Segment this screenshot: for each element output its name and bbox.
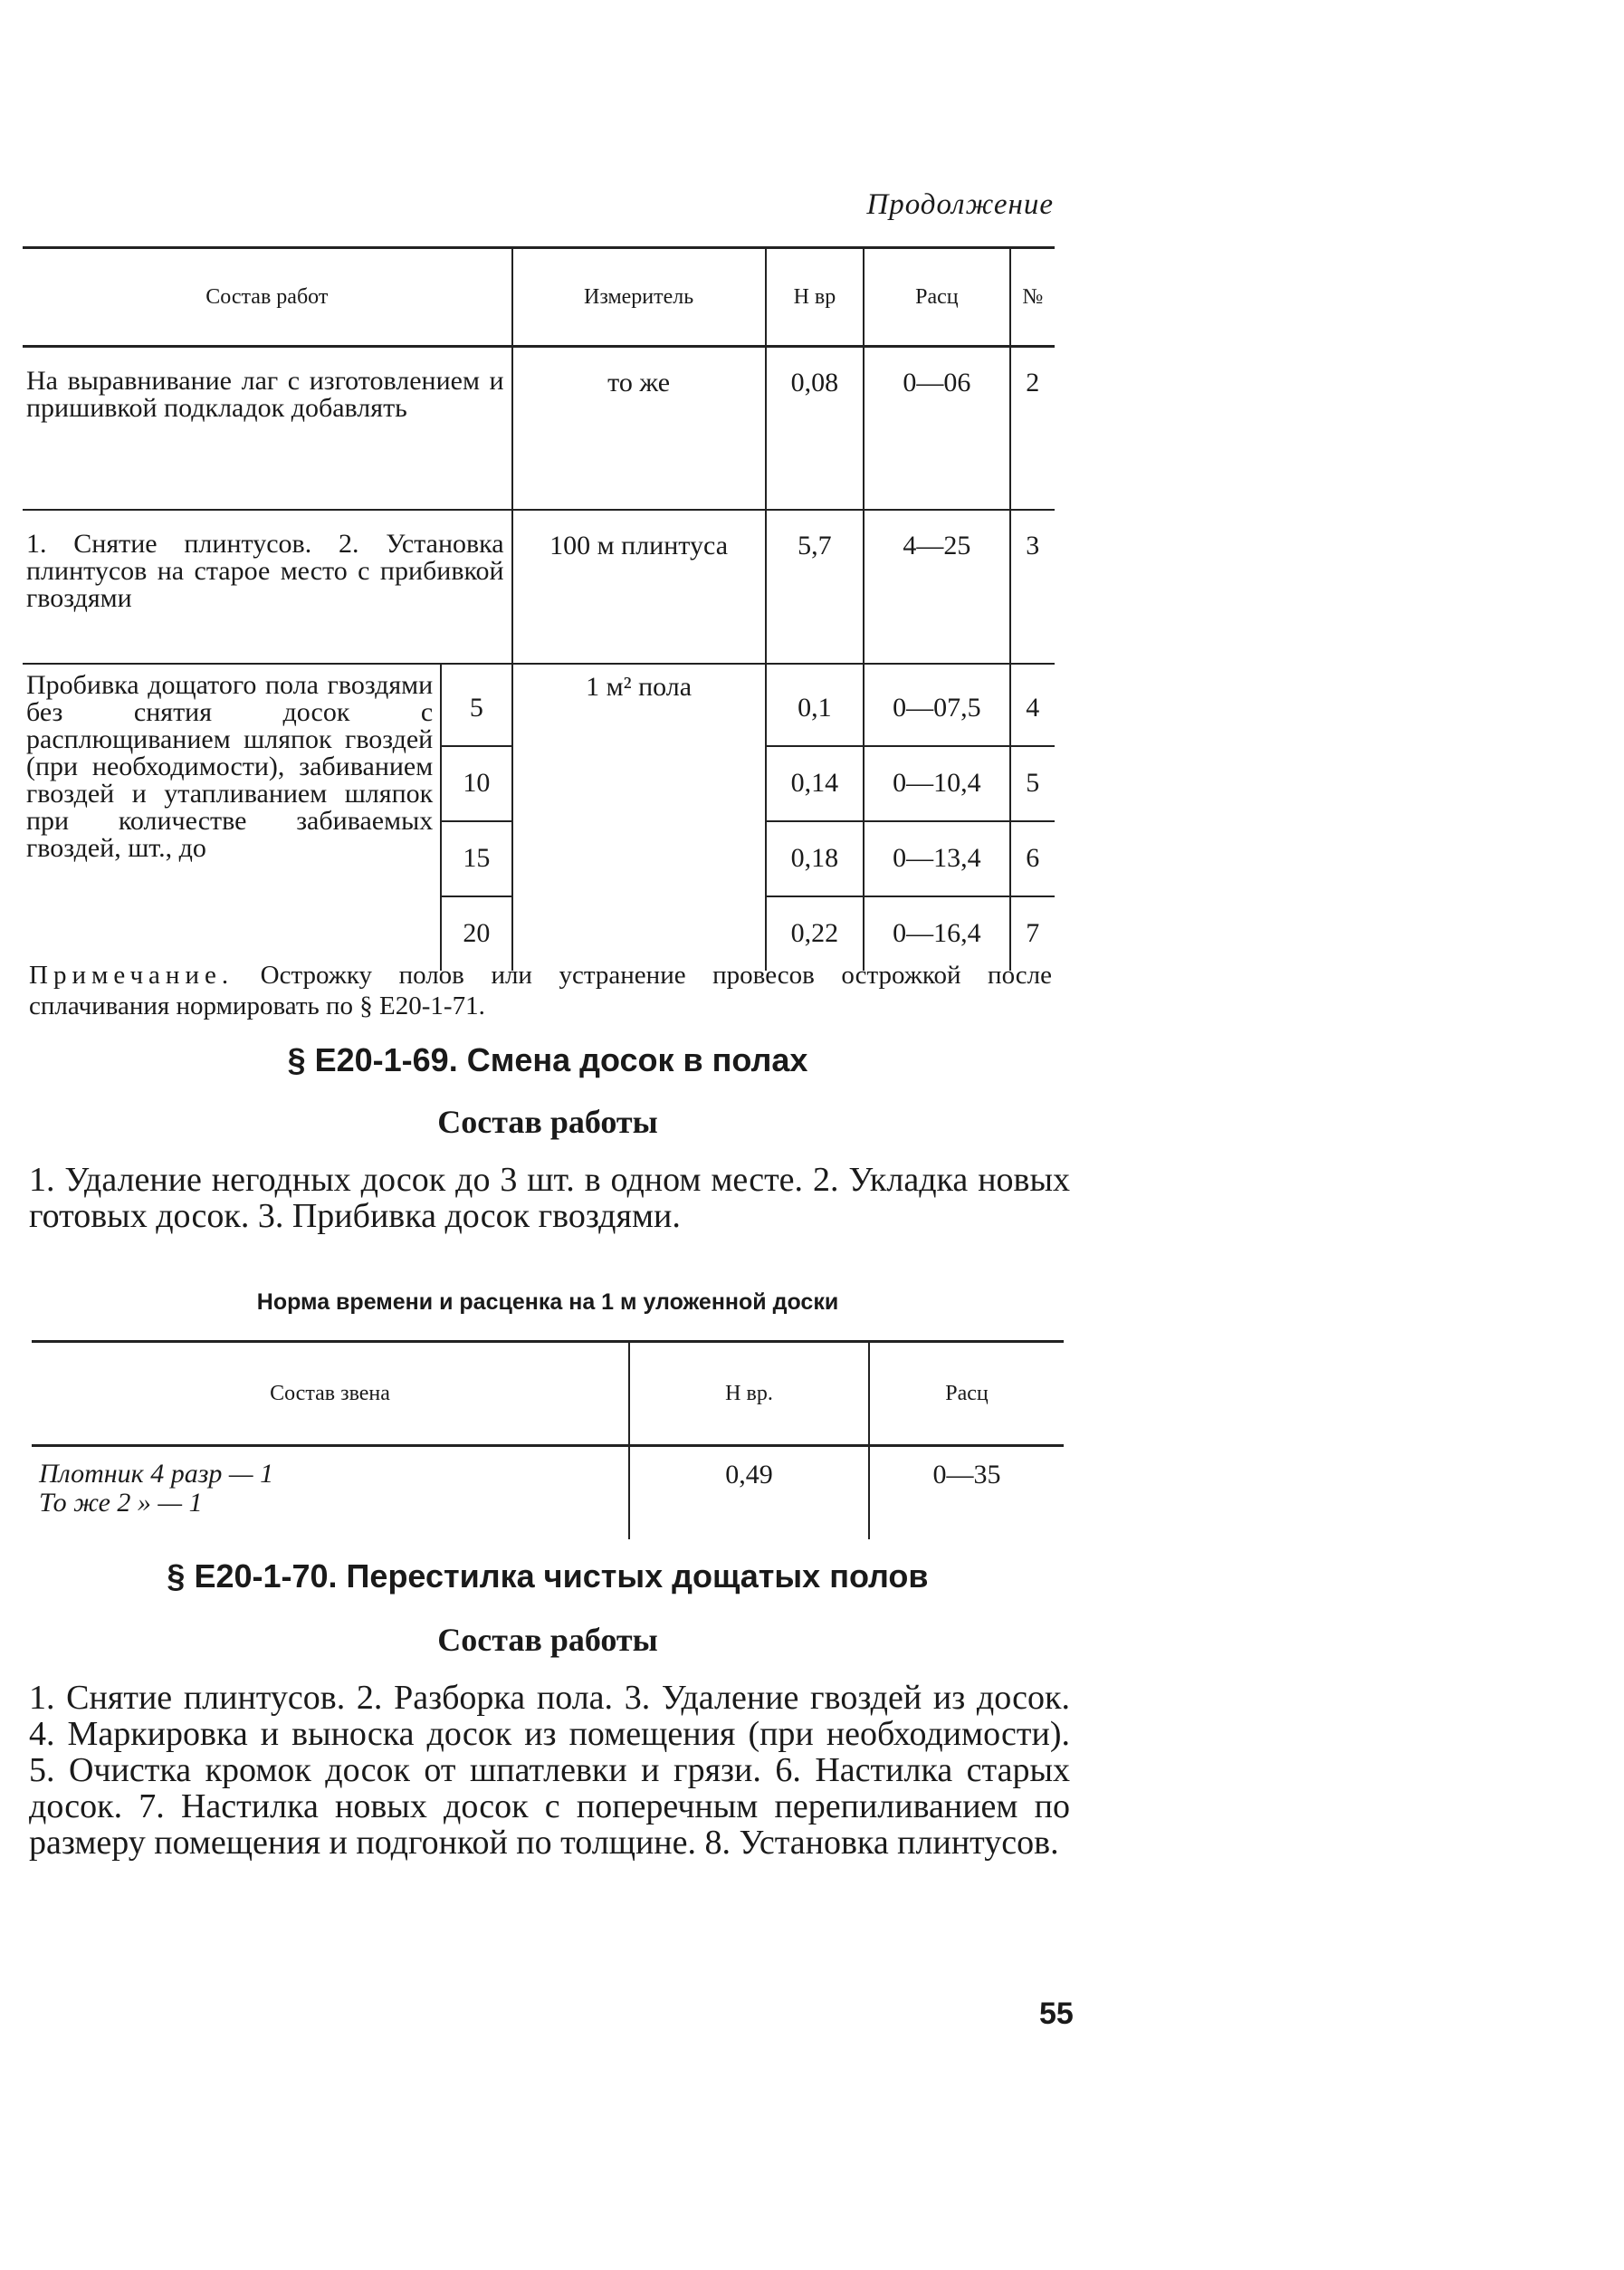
crew-table-header bbox=[32, 1342, 1064, 1446]
section-sub-70: Состав работы bbox=[437, 1622, 658, 1658]
rasc-cell: 0—10,4 bbox=[865, 747, 1008, 822]
group-nvr bbox=[766, 664, 865, 971]
count-cell: 15 bbox=[442, 822, 511, 897]
table-row bbox=[32, 1446, 1064, 1540]
nvr-cell: 0,1 bbox=[767, 672, 864, 747]
count-cell: 10 bbox=[442, 747, 511, 822]
row-desc: 1. Снятие плинтусов. 2. Установка плинтусов на старое место с прибивкой гвоздями bbox=[23, 510, 512, 664]
header-rasc: Расц bbox=[869, 1342, 1064, 1446]
row-nvr: 5,7 bbox=[766, 510, 865, 664]
page-number: 55 bbox=[1039, 1997, 1074, 2031]
row-rasc: 0—06 bbox=[864, 347, 1009, 510]
header-unit: Измеритель bbox=[512, 248, 766, 347]
table-row bbox=[23, 347, 1055, 510]
header-rasc: Расц bbox=[864, 248, 1009, 347]
note-text: Острожку полов или устранение провесов острожкой после сплачивания нормировать по § Е20-1-71. bbox=[29, 961, 1053, 1020]
nvr-cell: 0,18 bbox=[767, 822, 864, 897]
table-row-group bbox=[23, 664, 1055, 971]
group-num bbox=[1010, 664, 1055, 971]
nvr-cell: 0,22 bbox=[790, 918, 839, 948]
header-nvr: Н вр bbox=[766, 248, 865, 347]
rasc-cell: 0—07,5 bbox=[865, 672, 1008, 747]
crew-line: То же 2 » — 1 bbox=[39, 1488, 203, 1518]
norms-table bbox=[23, 246, 1055, 971]
count-cell: 5 bbox=[442, 672, 511, 747]
crew-rasc: 0—35 bbox=[869, 1446, 1064, 1540]
crew-table bbox=[32, 1340, 1064, 1539]
row-num: 2 bbox=[1010, 347, 1055, 510]
norms-table-header bbox=[23, 248, 1055, 347]
section-sub-69: Состав работы bbox=[437, 1104, 658, 1140]
section-heading-69: § Е20-1-69. Смена досок в полах bbox=[287, 1041, 808, 1078]
section-text-69: 1. Удаление негодных досок до 3 шт. в одном месте. 2. Укладка новых готовых досок. 3. Прибивка досок гвоздями. bbox=[29, 1161, 1070, 1235]
row-rasc: 4—25 bbox=[864, 510, 1009, 664]
rasc-cell: 0—13,4 bbox=[865, 822, 1008, 897]
note bbox=[29, 960, 1052, 1021]
group-rasc bbox=[864, 664, 1009, 971]
row-num: 3 bbox=[1010, 510, 1055, 664]
count-cell: 20 bbox=[463, 918, 491, 948]
row-desc: На выравнивание лаг с изготовлением и пришивкой подкладок добавлять bbox=[23, 347, 512, 510]
header-nvr: Н вр. bbox=[629, 1342, 869, 1446]
row-unit: то же bbox=[512, 347, 766, 510]
continuation-label: Продолжение bbox=[866, 188, 1054, 221]
table-caption: Норма времени и расценка на 1 м уложенной доски bbox=[256, 1289, 839, 1315]
header-num: № bbox=[1010, 248, 1055, 347]
num-cell: 5 bbox=[1011, 747, 1055, 822]
group-unit: 1 м² пола bbox=[512, 664, 766, 971]
header-crew: Состав звена bbox=[32, 1342, 629, 1446]
section-text-70: 1. Снятие плинтусов. 2. Разборка пола. 3. Удаление гвоздей из досок. 4. Маркировка и выноска досок из помещения (при необходимости). 5. Очистка кромок досок от шпатлевки и грязи. 6. Настилка старых досок. 7. Настилка новых досок с поперечным перепиливанием по размеру помещения и подгонкой по толщине. 8. Установка плинтусов. bbox=[29, 1679, 1070, 1862]
crew-nvr: 0,49 bbox=[629, 1446, 869, 1540]
row-nvr: 0,08 bbox=[766, 347, 865, 510]
num-cell: 6 bbox=[1011, 822, 1055, 897]
group-counts bbox=[441, 664, 511, 971]
header-work: Состав работ bbox=[23, 248, 512, 347]
crew-cell bbox=[32, 1446, 629, 1540]
table-row bbox=[23, 510, 1055, 664]
num-cell: 7 bbox=[1026, 918, 1040, 948]
group-desc: Пробивка дощатого пола гвоздями без снятия досок с расплющиванием шляпок гвоздей (при необходимости), забиванием гвоздей и утапливанием шляпок при количестве забиваемых гвоздей, шт., до bbox=[26, 669, 434, 863]
row-unit: 100 м плинтуса bbox=[512, 510, 766, 664]
note-label: Примечание. bbox=[29, 961, 234, 990]
crew-line: Плотник 4 разр — 1 bbox=[39, 1459, 274, 1489]
section-heading-70: § Е20-1-70. Перестилка чистых дощатых полов bbox=[167, 1557, 929, 1595]
rasc-cell: 0—16,4 bbox=[893, 918, 981, 948]
num-cell: 4 bbox=[1011, 672, 1055, 747]
nvr-cell: 0,14 bbox=[767, 747, 864, 822]
